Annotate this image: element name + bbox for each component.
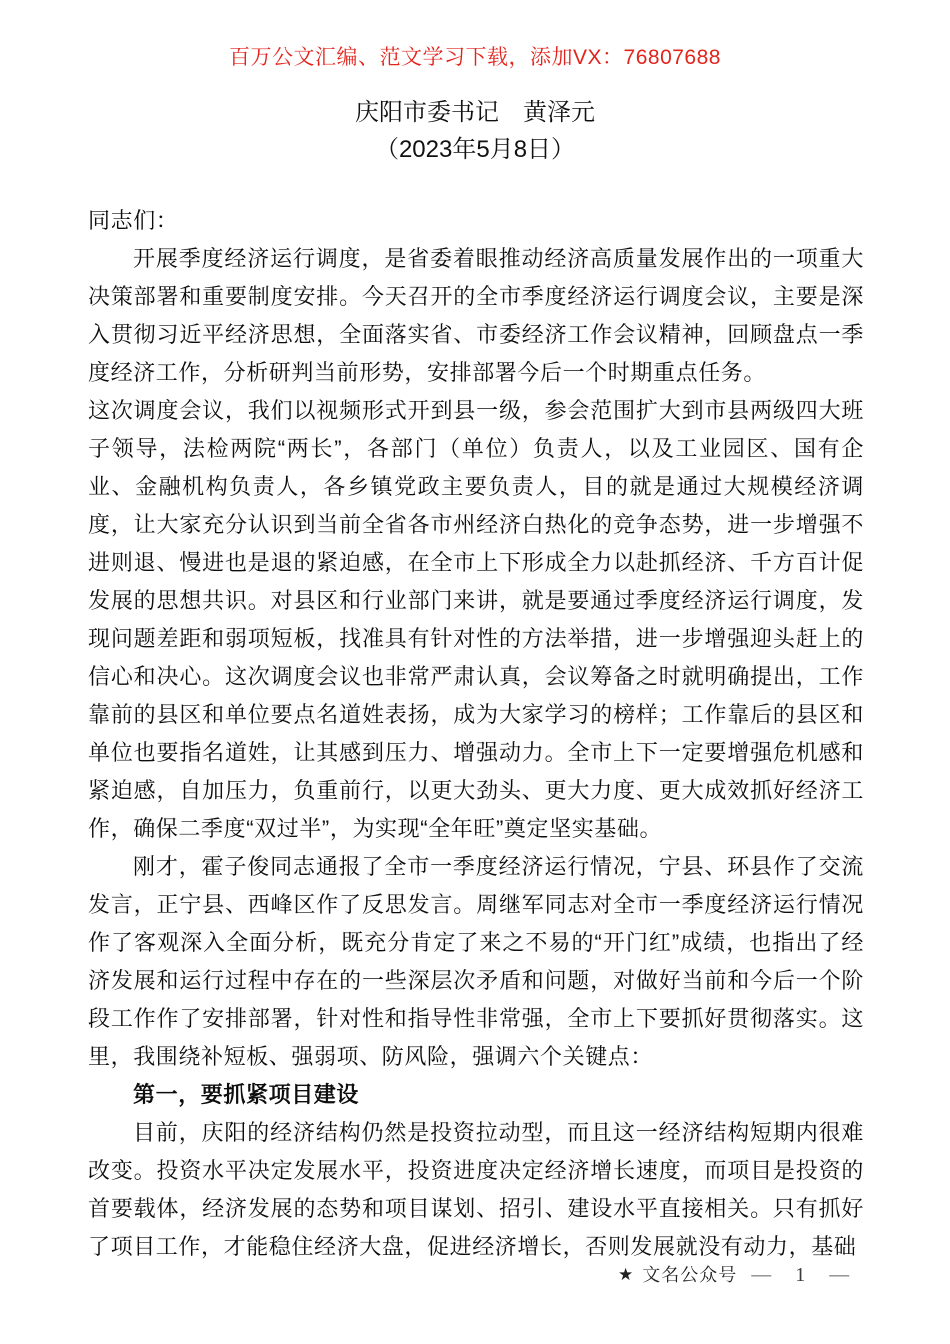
star-icon: ★ xyxy=(618,1265,634,1284)
document-title: 庆阳市委书记 黄泽元 xyxy=(355,99,595,126)
salutation: 同志们： xyxy=(88,208,179,233)
page-number: 1 xyxy=(795,1264,806,1286)
heading-point-1: 第一，要抓紧项目建设 xyxy=(133,1082,360,1107)
page-number-dash-left-icon: — xyxy=(751,1264,772,1286)
footer-brand: 文名公众号 xyxy=(642,1265,738,1285)
paragraph-meeting-scope: 这次调度会议，我们以视频形式开到县一级，参会范围扩大到市县两级四大班子领导，法检两院“两长”，各部门（单位）负责人，以及工业园区、国有企业、金融机构负责人，各乡镇党政主要负责人，目的就是通过大规模经济调度，让大家充分认识到当前全省各市州经济白热化的竞争态势，进一步增强不进则退、慢进也是退的紧迫感，在全市上下形成全力以赴抓经济、千方百计促发展的思想共识。对县区和行业部门来讲，就是要通过季度经济运行调度，发现问题差距和弱项短板，找准具有针对性的方法举措，进一步增强迎头赶上的信心和决心。这次调度会议也非常严肃认真，会议筹备之时就明确提出，工作靠前的县区和单位要点名道姓表扬，成为大家学习的榜样；工作靠后的县区和单位也要指名道姓，让其感到压力、增强动力。全市上下一定要增强危机感和紧迫感，自加压力，负重前行，以更大劲头、更大力度、更大成效抓好经济工作，确保二季度“双过半”，为实现“全年旺”奠定坚实基础。 xyxy=(88,398,864,841)
page-number-dash-right-icon: — xyxy=(829,1264,850,1286)
header-notice: 百万公文汇编、范文学习下载，添加VX：76807688 xyxy=(229,46,721,69)
paragraph-recap: 刚才，霍子俊同志通报了全市一季度经济运行情况，宁县、环县作了交流发言，正宁县、西峰区作了反思发言。周继军同志对全市一季度经济运行情况作了客观深入全面分析，既充分肯定了来之不易的“开门红”成绩，也指出了经济发展和运行过程中存在的一些深层次矛盾和问题，对做好当前和今后一个阶段工作作了安排部署，针对性和指导性非常强，全市上下要抓好贯彻落实。这里，我围绕补短板、强弱项、防风险，强调六个关键点： xyxy=(88,854,864,1069)
document-date: （2023年5月8日） xyxy=(374,136,576,163)
page-footer xyxy=(618,1263,849,1287)
paragraph-point-1-body: 目前，庆阳的经济结构仍然是投资拉动型，而且这一经济结构短期内很难改变。投资水平决定发展水平，投资进度决定经济增长速度，而项目是投资的首要载体，经济发展的态势和项目谋划、招引、建设水平直接相关。只有抓好了项目工作，才能稳住经济大盘，促进经济增长，否则发展就没有动力，基础 xyxy=(88,1120,864,1259)
paragraph-opening: 开展季度经济运行调度，是省委着眼推动经济高质量发展作出的一项重大决策部署和重要制度安排。今天召开的全市季度经济运行调度会议，主要是深入贯彻习近平经济思想，全面落实省、市委经济工作会议精神，回顾盘点一季度经济工作，分析研判当前形势，安排部署今后一个时期重点任务。 xyxy=(88,246,864,385)
document-body xyxy=(88,202,864,1266)
